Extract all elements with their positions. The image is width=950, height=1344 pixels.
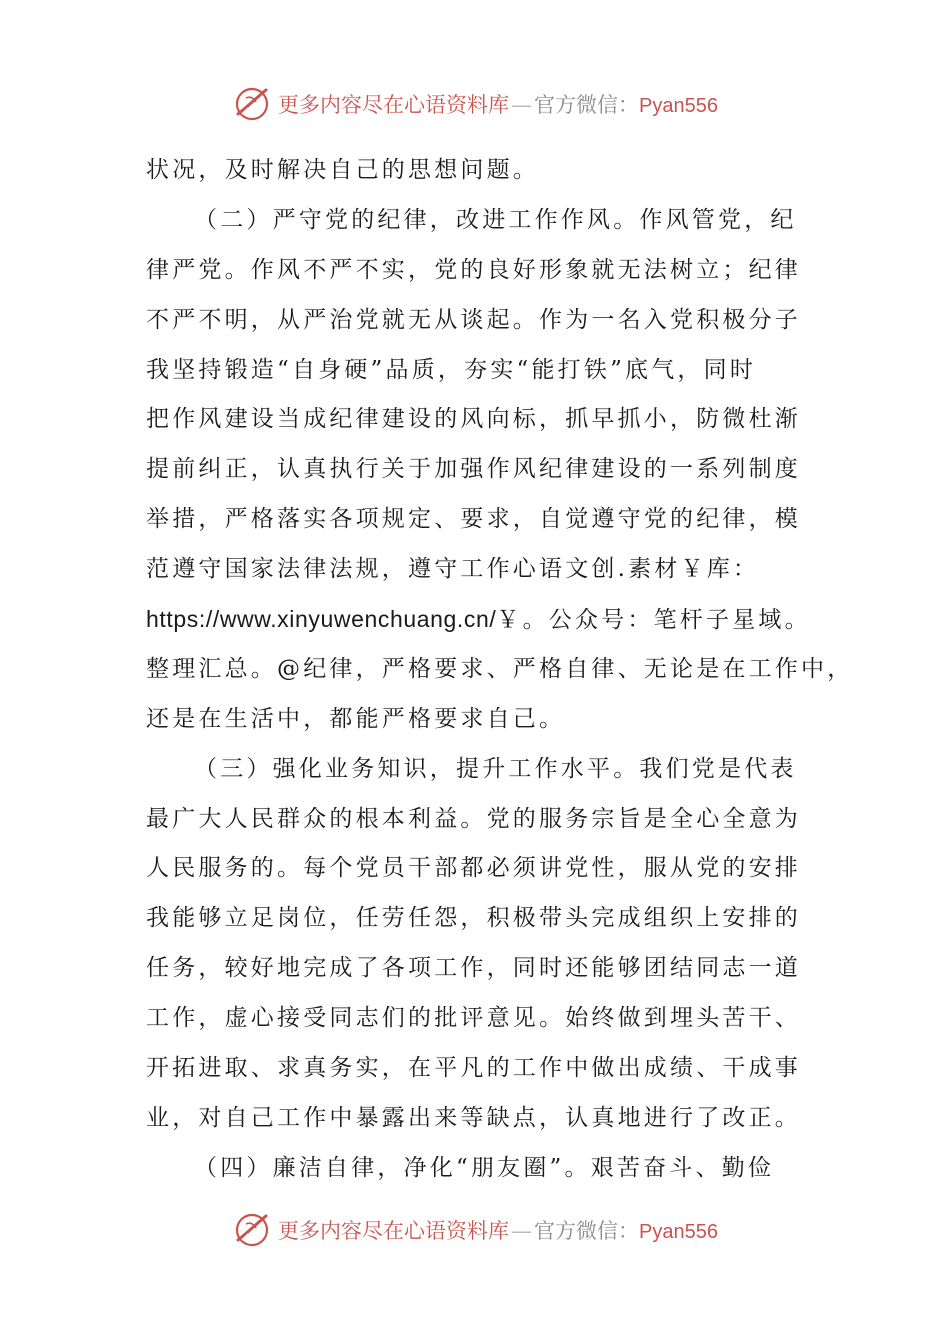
text-line: 范遵守国家法律法规，遵守工作心语文创.素材￥库： bbox=[146, 556, 760, 583]
website-link[interactable]: https://www.xinyuwenchuang.cn/ bbox=[146, 606, 497, 633]
text-line: 还是在生活中，都能严格要求自己。 bbox=[146, 705, 566, 732]
banner-wechat-label: 官方微信： bbox=[534, 93, 640, 117]
text-line: 举措，严格落实各项规定、要求，自觉遵守党的纪律，模 bbox=[146, 506, 801, 533]
banner-dash: — bbox=[511, 1219, 533, 1243]
text-line: 不严不明，从严治党就无从谈起。作为一名入党积极分子 bbox=[146, 306, 801, 333]
text-line: 我坚持锻造“自身硬”品质，夯实“能打铁”底气，同时 bbox=[146, 356, 757, 383]
banner-wechat-id: Pyan556 bbox=[639, 1221, 718, 1243]
text-line: 任务，较好地完成了各项工作，同时还能够团结同志一道 bbox=[146, 955, 801, 982]
banner-lead: 更多内容尽在心语资料库 bbox=[278, 1219, 510, 1243]
text-line: 人民服务的。每个党员干部都必须讲党性，服从党的安排 bbox=[146, 855, 801, 882]
text-line: 整理汇总。@纪律，严格要求、严格自律、无论是在工作中， bbox=[146, 655, 854, 682]
pen-circle-logo-icon bbox=[232, 84, 272, 124]
text-line: （三）强化业务知识，提升工作水平。我们党是代表 bbox=[194, 755, 797, 782]
text-line: 把作风建设当成纪律建设的风向标，抓早抓小，防微杜渐 bbox=[146, 406, 801, 433]
footer-banner bbox=[0, 1210, 950, 1250]
text-line: 状况，及时解决自己的思想问题。 bbox=[146, 157, 539, 183]
pen-circle-logo-icon bbox=[232, 1210, 272, 1250]
text-line: 提前纠正，认真执行关于加强作风纪律建设的一系列制度 bbox=[146, 456, 801, 483]
text-line: （四）廉洁自律，净化“朋友圈”。艰苦奋斗、勤俭 bbox=[194, 1154, 775, 1181]
header-banner-text bbox=[278, 89, 718, 119]
text-line: 我能够立足岗位，任劳任怨，积极带头完成组织上安排的 bbox=[146, 905, 801, 932]
text-line: 最广大人民群众的根本利益。党的服务宗旨是全心全意为 bbox=[146, 805, 801, 832]
banner-wechat-label: 官方微信： bbox=[534, 1219, 640, 1243]
banner-dash: — bbox=[511, 93, 533, 117]
text-line: （二）严守党的纪律，改进工作作风。作风管党，纪 bbox=[194, 206, 797, 233]
document-body bbox=[146, 146, 854, 1194]
text-line: 开拓进取、求真务实，在平凡的工作中做出成绩、干成事 bbox=[146, 1055, 801, 1082]
text-line: 律严党。作风不严不实，党的良好形象就无法树立；纪律 bbox=[146, 256, 801, 283]
header-banner bbox=[0, 84, 950, 124]
text-line: 业，对自己工作中暴露出来等缺点，认真地进行了改正。 bbox=[146, 1104, 801, 1131]
text-line-url bbox=[146, 595, 811, 645]
banner-lead: 更多内容尽在心语资料库 bbox=[278, 93, 510, 117]
url-line-rest: ￥。公众号：笔杆子星域。 bbox=[496, 607, 811, 634]
banner-wechat-id: Pyan556 bbox=[639, 95, 718, 117]
text-line: 工作，虚心接受同志们的批评意见。始终做到埋头苦干、 bbox=[146, 1005, 801, 1032]
footer-banner-text bbox=[278, 1215, 718, 1245]
